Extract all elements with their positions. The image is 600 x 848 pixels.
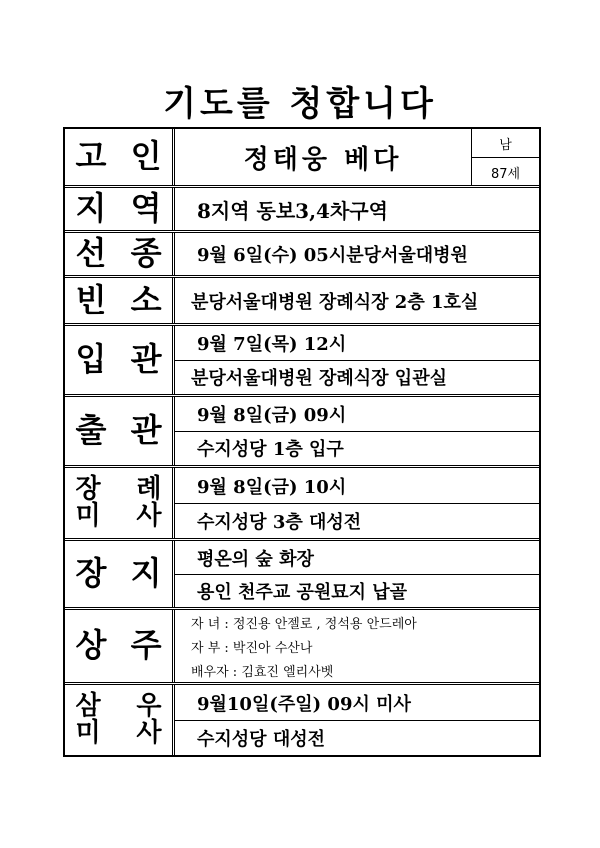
burial-label: 장 지 [65, 541, 175, 607]
third-day-mass-time: 9월10일(주일) 09시 미사 [197, 693, 411, 715]
region-row [65, 188, 539, 230]
mourners-daughter-in-law: 자 부 : 박진아 수산나 [191, 640, 313, 656]
mourners-children: 자 녀 : 정진용 안젤로 , 정석용 안드레아 [191, 616, 417, 632]
death-row [65, 233, 539, 275]
encoffining-place: 분당서울대병원 장례식장 입관실 [191, 368, 447, 389]
encoffining-label: 입 관 [65, 326, 175, 394]
region-label: 지 역 [65, 188, 175, 230]
obituary-table [63, 127, 541, 757]
death-label: 선 종 [65, 233, 175, 275]
deceased-gender: 남 [472, 129, 539, 158]
departure-place: 수지성당 1층 입구 [197, 439, 344, 460]
funeral-mass-label: 장 례 미 사 [65, 468, 175, 538]
region-value: 8지역 동보3,4차구역 [197, 198, 388, 223]
deceased-age: 87세 [490, 166, 521, 182]
encoffining-time: 9월 7일(목) 12시 [197, 334, 347, 355]
mourners-label: 상 주 [65, 610, 175, 682]
deceased-row [65, 129, 539, 185]
burial-line2: 용인 천주교 공원묘지 납골 [197, 581, 408, 603]
burial-line1: 평온의 숲 화장 [197, 548, 314, 570]
funeral-mass-time: 9월 8일(금) 10시 [197, 476, 347, 498]
deceased-name: 정태웅 베다 [243, 144, 403, 175]
funeral-mass-place: 수지성당 3층 대성전 [197, 511, 362, 533]
departure-time: 9월 8일(금) 09시 [197, 405, 347, 426]
mortuary-value: 분당서울대병원 장례식장 2층 1호실 [191, 291, 479, 313]
mortuary-row [65, 278, 539, 323]
mourners-row [65, 610, 539, 682]
departure-label: 출 관 [65, 397, 175, 465]
deceased-info [471, 129, 539, 185]
death-value: 9월 6일(수) 05시분당서울대병원 [197, 245, 468, 266]
mourners-spouse: 배우자 : 김효진 엘리사벳 [191, 664, 334, 680]
page-title: 기도를 청합니다 [163, 84, 437, 124]
mortuary-label: 빈 소 [65, 278, 175, 323]
deceased-label: 고 인 [65, 129, 175, 185]
third-day-mass-label: 삼 우 미 사 [65, 685, 175, 755]
third-day-mass-place: 수지성당 대성전 [197, 728, 325, 750]
